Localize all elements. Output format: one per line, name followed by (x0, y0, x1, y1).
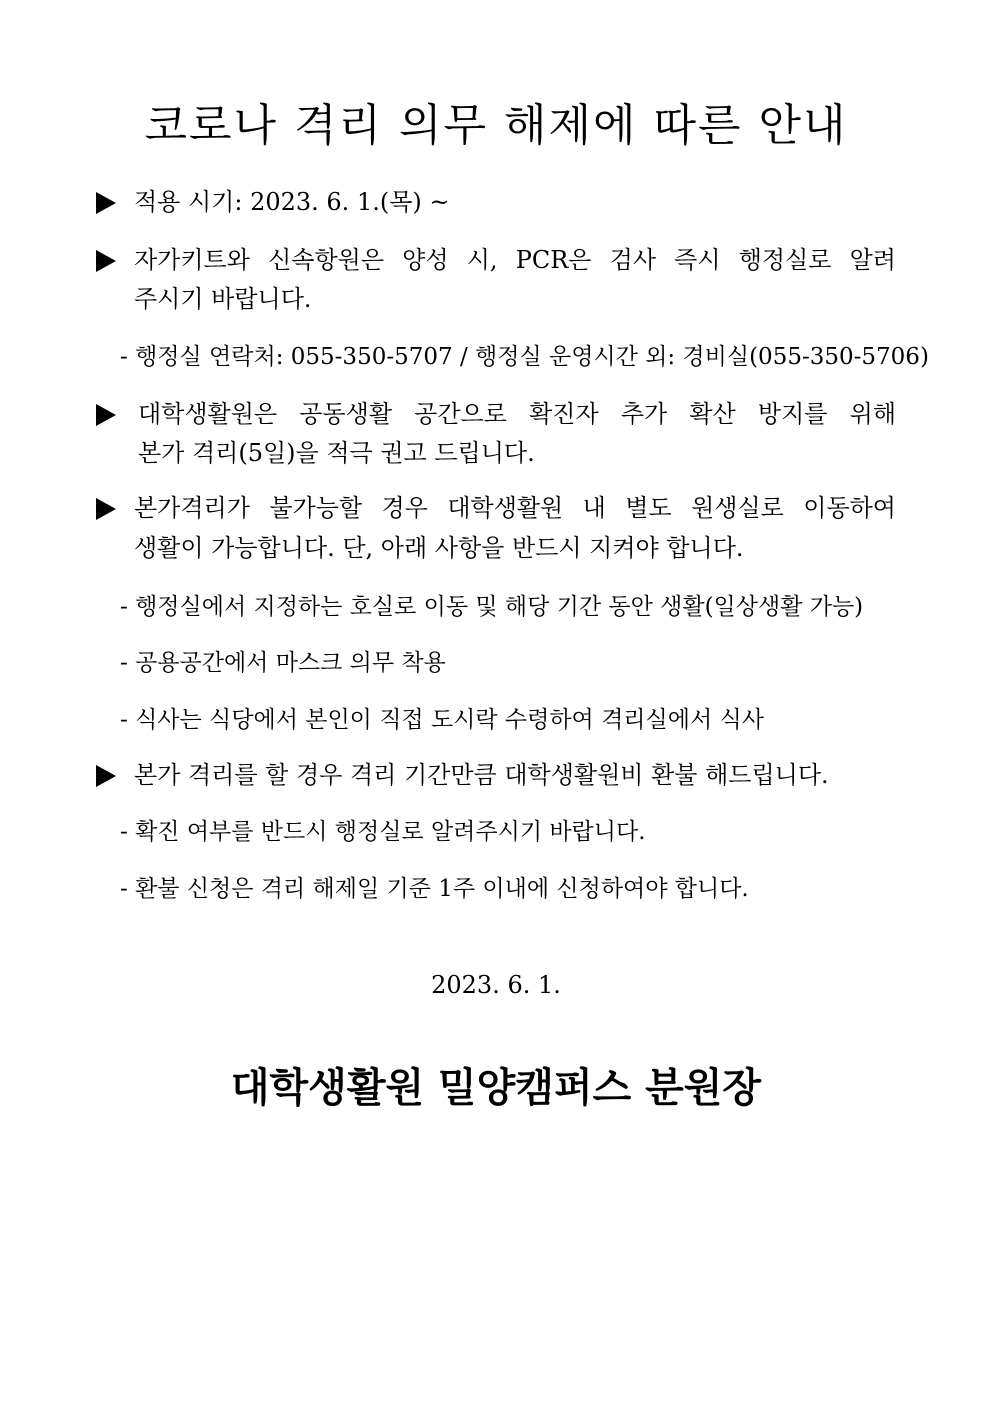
notice-item-home-quarantine-line-1: 대학생활원은 공동생활 공간으로 확진자 추가 확산 방지를 위해 (138, 400, 896, 428)
notice-item-refund: 본가 격리를 할 경우 격리 기간만큼 대학생활원비 환불 해드립니다. (134, 761, 829, 789)
notice-item-effective-date: 적용 시기: 2023. 6. 1.(목) ~ (134, 188, 450, 216)
notice-item-dorm-isolation-line-2: 생활이 가능합니다. 단, 아래 사항을 반드시 지켜야 합니다. (134, 534, 744, 562)
bullet-triangle-icon (94, 403, 118, 427)
notice-item-report-line-1: 자가키트와 신속항원은 양성 시, PCR은 검사 즉시 행정실로 알려 (134, 246, 896, 274)
sub-item-mask: - 공용공간에서 마스크 의무 착용 (120, 650, 446, 676)
document-title: 코로나 격리 의무 해제에 따른 안내 (144, 100, 848, 151)
bullet-triangle-icon (94, 249, 118, 273)
signature: 대학생활원 밀양캠퍼스 분원장 (230, 1065, 762, 1111)
notice-item-home-quarantine-line-2: 본가 격리(5일)을 적극 권고 드립니다. (138, 439, 535, 467)
bullet-triangle-icon (94, 191, 118, 215)
notice-item-dorm-isolation-line-1: 본가격리가 불가능할 경우 대학생활원 내 별도 원생실로 이동하여 (134, 494, 896, 522)
notice-date: 2023. 6. 1. (431, 971, 561, 999)
sub-item-contact: - 행정실 연락처: 055-350-5707 / 행정실 운영시간 외: 경비실(055-350-5706) (120, 344, 929, 370)
bullet-triangle-icon (94, 497, 118, 521)
notice-item-report-line-2: 주시기 바랍니다. (134, 285, 312, 313)
sub-item-refund-deadline: - 환불 신청은 격리 해제일 기준 1주 이내에 신청하여야 합니다. (120, 876, 749, 902)
sub-item-room-move: - 행정실에서 지정하는 호실로 이동 및 해당 기간 동안 생활(일상생활 가능) (120, 594, 864, 620)
sub-item-report-confirmation: - 확진 여부를 반드시 행정실로 알려주시기 바랍니다. (120, 819, 646, 845)
sub-item-meals: - 식사는 식당에서 본인이 직접 도시락 수령하여 격리실에서 식사 (120, 707, 764, 733)
bullet-triangle-icon (94, 764, 118, 788)
